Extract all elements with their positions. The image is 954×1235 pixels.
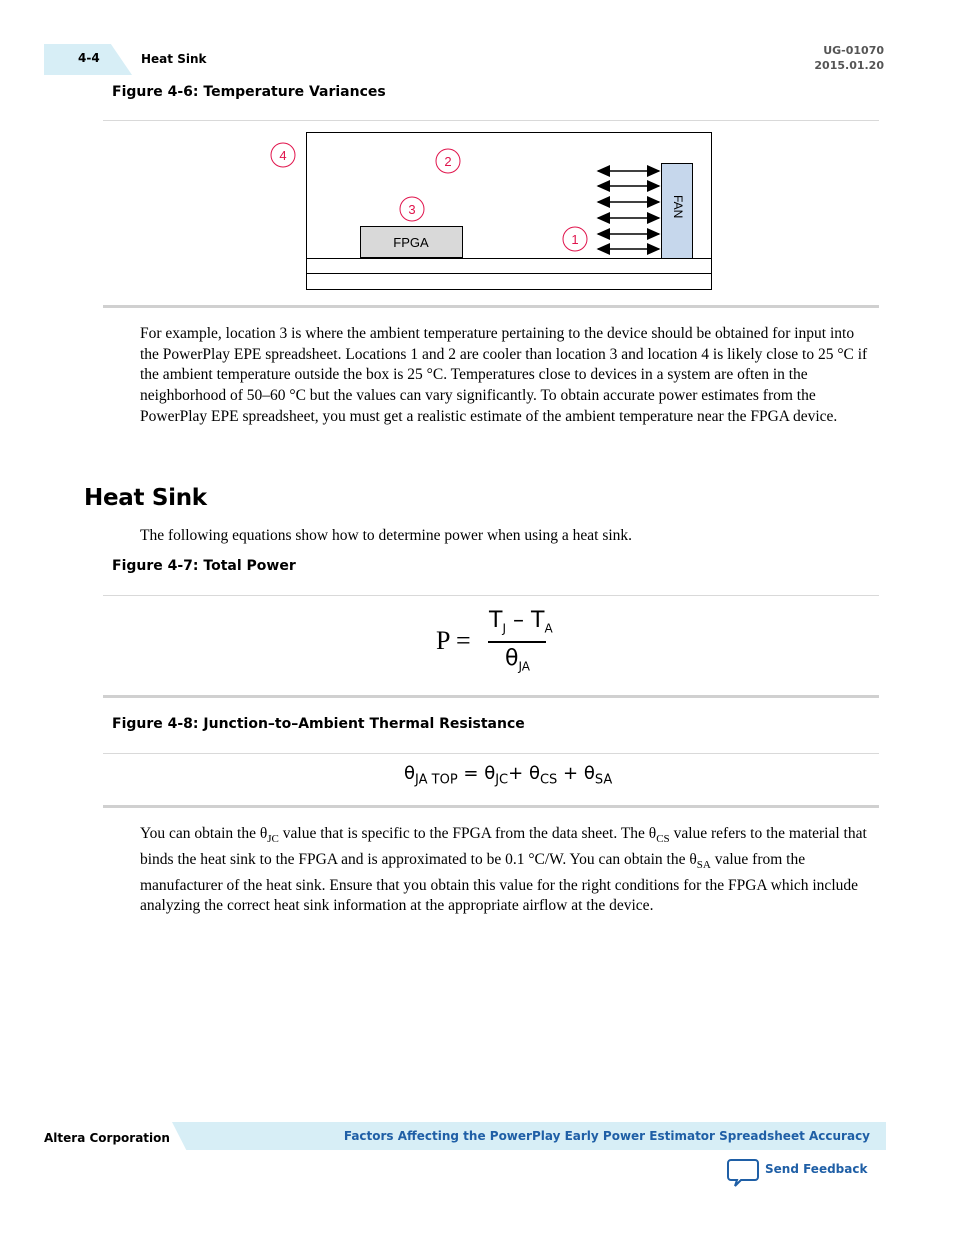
figure-7-caption: Figure 4-7: Total Power bbox=[112, 558, 296, 574]
eq8-equals: = bbox=[457, 763, 485, 784]
equation-fraction-bar bbox=[488, 641, 546, 643]
para2-sub-cs: CS bbox=[656, 833, 670, 846]
figure-6-bottom-rule bbox=[103, 305, 879, 308]
eq-minus: – bbox=[513, 608, 524, 633]
equation-denominator bbox=[505, 646, 530, 673]
para2-sub-jc: JC bbox=[267, 833, 279, 846]
para2-text-2: value that is specific to the FPGA from the data sheet. The θ bbox=[278, 825, 657, 842]
para2-sub-sa: SA bbox=[696, 858, 711, 871]
marker-2-label: 2 bbox=[444, 154, 452, 169]
figure-6-caption: Figure 4-6: Temperature Variances bbox=[112, 84, 386, 100]
eq-theta-sub: JA bbox=[518, 659, 531, 674]
eq-theta-symbol: θ bbox=[505, 646, 519, 671]
para2-text-4: value from the manufacturer of the heat sink. Ensure that you obtain this value for the right conditions for the FPGA which include analyzing the correct heat sink information at the appropriate airflow at the device. bbox=[140, 850, 859, 915]
eq8-theta-3: θ bbox=[528, 763, 540, 784]
para2-text-1: You can obtain the θ bbox=[140, 825, 268, 842]
para2-text-3: value refers to the material that binds the heat sink to the FPGA and is approximated to be 0.1 °C/W. You can obtain the θ bbox=[140, 825, 867, 868]
running-header: Heat Sink bbox=[141, 52, 207, 66]
eq-ta-sub: A bbox=[544, 621, 553, 636]
eq-tj-sub: J bbox=[502, 621, 506, 636]
eq-tj-symbol: T bbox=[489, 608, 503, 633]
doc-id: UG-01070 bbox=[823, 44, 884, 57]
figure-8-caption: Figure 4-8: Junction–to–Ambient Thermal Resistance bbox=[112, 716, 525, 732]
section-intro: The following equations show how to determine power when using a heat sink. bbox=[140, 527, 633, 544]
section-heading: Heat Sink bbox=[84, 485, 207, 511]
fan-label: FAN bbox=[671, 195, 685, 219]
eq8-plus-1: + bbox=[508, 763, 529, 784]
feedback-icon[interactable] bbox=[727, 1158, 759, 1188]
figure-8-bottom-rule bbox=[103, 805, 879, 808]
doc-id-block bbox=[814, 43, 884, 73]
send-feedback-link[interactable]: Send Feedback bbox=[765, 1162, 868, 1176]
paragraph-thermal-values bbox=[140, 824, 872, 917]
temperature-variances-diagram bbox=[260, 128, 720, 298]
figure-6-top-rule bbox=[103, 120, 879, 121]
eq8-sub-ja-top: JA TOP bbox=[415, 772, 458, 788]
eq8-theta-2: θ bbox=[484, 763, 496, 784]
figure-8-top-rule bbox=[103, 753, 879, 754]
page-number: 4-4 bbox=[78, 51, 100, 65]
fpga-label: FPGA bbox=[393, 235, 429, 250]
figure-7-bottom-rule bbox=[103, 695, 879, 698]
eq8-sub-jc: JC bbox=[495, 772, 509, 788]
enclosure-box bbox=[307, 133, 712, 290]
figure-7-top-rule bbox=[103, 595, 879, 596]
eq8-theta-4: θ bbox=[583, 763, 595, 784]
eq8-theta-1: θ bbox=[404, 763, 416, 784]
eq-ta-symbol: T bbox=[531, 608, 545, 633]
equation-thermal-resistance bbox=[404, 763, 612, 788]
equation-p-lhs: P = bbox=[436, 626, 471, 655]
eq8-sub-sa: SA bbox=[594, 772, 613, 788]
marker-4-label: 4 bbox=[279, 148, 287, 163]
eq8-plus-2: + bbox=[557, 763, 584, 784]
paragraph-temperature: For example, location 3 is where the ambient temperature pertaining to the device should be obtained for input into the PowerPlay EPE spreadsheet. Locations 1 and 2 are cooler than location 3 and location 4 is likely close to 25 °C if the ambient temperature outside the box is 25 °C. Temperatures close to devices in a system are often in the neighborhood of 50–60 °C but the values can vary significantly. To obtain accurate power estimates from the PowerPlay EPE spreadsheet, you must get a realistic estimate of the ambient temperature near the FPGA device. bbox=[140, 325, 868, 425]
eq8-sub-cs: CS bbox=[539, 772, 558, 788]
footer-doc-title[interactable]: Factors Affecting the PowerPlay Early Power Estimator Spreadsheet Accuracy bbox=[343, 1129, 870, 1143]
marker-3-label: 3 bbox=[408, 202, 416, 217]
footer-company: Altera Corporation bbox=[44, 1131, 170, 1145]
marker-1-label: 1 bbox=[571, 232, 579, 247]
equation-numerator bbox=[489, 608, 553, 635]
doc-date: 2015.01.20 bbox=[814, 59, 884, 72]
